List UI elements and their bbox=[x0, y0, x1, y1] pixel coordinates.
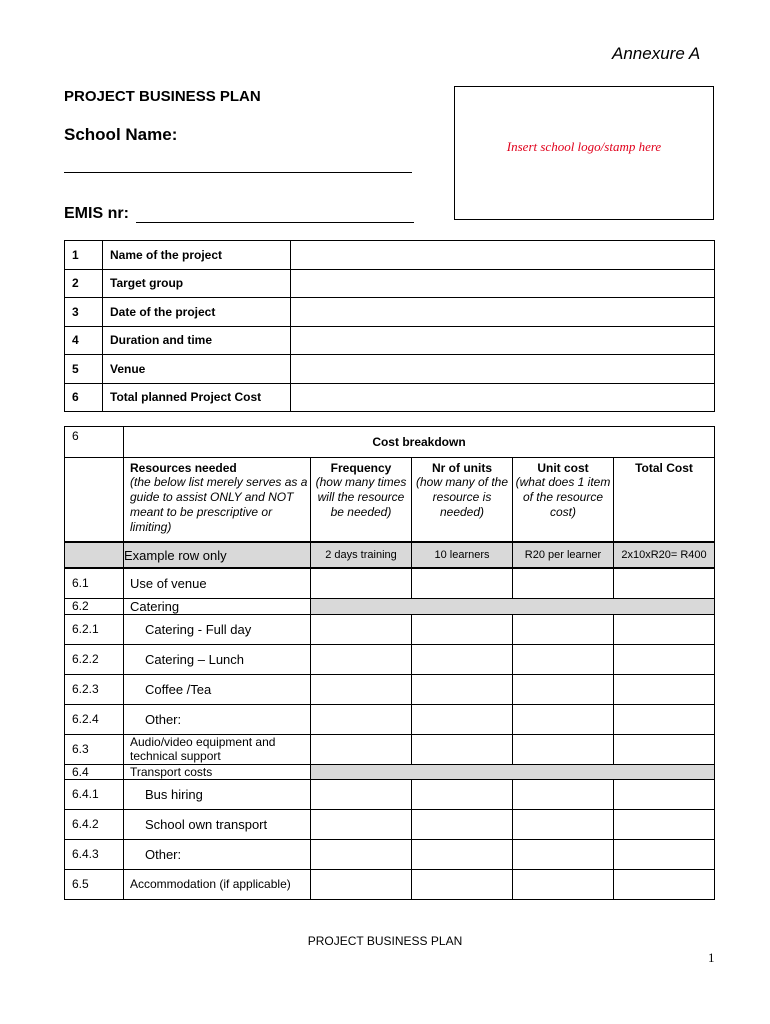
frequency-cell[interactable] bbox=[311, 734, 412, 764]
info-value-cell[interactable] bbox=[291, 326, 715, 355]
info-label: Duration and time bbox=[103, 326, 291, 355]
cost-row bbox=[65, 568, 715, 598]
total-cell[interactable] bbox=[614, 734, 715, 764]
cost-header-row bbox=[65, 458, 715, 543]
info-row bbox=[65, 326, 715, 355]
info-num: 5 bbox=[65, 355, 103, 384]
header-units: Nr of units (how many of the resource is needed) bbox=[412, 458, 513, 543]
cost-row-label: Accommodation (if applicable) bbox=[124, 869, 311, 899]
frequency-cell[interactable] bbox=[311, 704, 412, 734]
units-cell[interactable] bbox=[412, 704, 513, 734]
total-cell[interactable] bbox=[614, 644, 715, 674]
cost-row-num: 6.3 bbox=[65, 734, 124, 764]
example-row bbox=[65, 542, 715, 568]
frequency-cell[interactable] bbox=[311, 614, 412, 644]
frequency-cell[interactable] bbox=[311, 839, 412, 869]
info-value-cell[interactable] bbox=[291, 355, 715, 384]
info-label: Total planned Project Cost bbox=[103, 383, 291, 412]
page-footer: PROJECT BUSINESS PLAN bbox=[307, 934, 463, 948]
unit-cost-cell[interactable] bbox=[513, 614, 614, 644]
transport-grey-band bbox=[311, 764, 715, 779]
unit-cost-cell[interactable] bbox=[513, 809, 614, 839]
cost-row bbox=[65, 614, 715, 644]
cost-row-num: 6.4 bbox=[65, 764, 124, 779]
unit-cost-cell[interactable] bbox=[513, 779, 614, 809]
info-label: Target group bbox=[103, 269, 291, 298]
frequency-cell[interactable] bbox=[311, 779, 412, 809]
cost-row-num: 6.2.4 bbox=[65, 704, 124, 734]
cost-row-label: Catering bbox=[124, 598, 311, 614]
cost-row-label: Other: bbox=[124, 704, 311, 734]
cost-row-label: Use of venue bbox=[124, 568, 311, 598]
unit-cost-cell[interactable] bbox=[513, 704, 614, 734]
unit-cost-cell[interactable] bbox=[513, 568, 614, 598]
info-num: 4 bbox=[65, 326, 103, 355]
cost-row bbox=[65, 809, 715, 839]
example-units: 10 learners bbox=[412, 542, 513, 568]
cost-row-label: Other: bbox=[124, 839, 311, 869]
frequency-cell[interactable] bbox=[311, 809, 412, 839]
info-row bbox=[65, 383, 715, 412]
emis-label: EMIS nr: bbox=[64, 205, 129, 222]
cost-breakdown-heading: Cost breakdown bbox=[124, 427, 715, 458]
cost-row bbox=[65, 764, 715, 779]
cost-row-label: School own transport bbox=[124, 809, 311, 839]
cost-row-num: 6.5 bbox=[65, 869, 124, 899]
units-cell[interactable] bbox=[412, 869, 513, 899]
total-cell[interactable] bbox=[614, 704, 715, 734]
cost-section-num: 6 bbox=[65, 427, 124, 458]
cost-row-label: Catering - Full day bbox=[124, 614, 311, 644]
cost-row bbox=[65, 674, 715, 704]
info-label: Venue bbox=[103, 355, 291, 384]
annexure-label: Annexure A bbox=[612, 44, 701, 63]
example-total: 2x10xR20= R400 bbox=[614, 542, 715, 568]
info-row bbox=[65, 298, 715, 327]
unit-cost-cell[interactable] bbox=[513, 644, 614, 674]
header-total-cost: Total Cost bbox=[614, 458, 715, 543]
info-value-cell[interactable] bbox=[291, 383, 715, 412]
units-cell[interactable] bbox=[412, 644, 513, 674]
units-cell[interactable] bbox=[412, 568, 513, 598]
frequency-cell[interactable] bbox=[311, 568, 412, 598]
catering-grey-band bbox=[311, 598, 715, 614]
example-frequency: 2 days training bbox=[311, 542, 412, 568]
logo-placeholder-box bbox=[454, 86, 714, 220]
info-num: 3 bbox=[65, 298, 103, 327]
info-label: Name of the project bbox=[103, 241, 291, 270]
units-cell[interactable] bbox=[412, 734, 513, 764]
info-value-cell[interactable] bbox=[291, 298, 715, 327]
units-cell[interactable] bbox=[412, 674, 513, 704]
cost-row-label: Audio/video equipment and technical support bbox=[124, 734, 311, 764]
units-cell[interactable] bbox=[412, 839, 513, 869]
cost-row-num: 6.2.3 bbox=[65, 674, 124, 704]
frequency-cell[interactable] bbox=[311, 869, 412, 899]
unit-cost-cell[interactable] bbox=[513, 734, 614, 764]
total-cell[interactable] bbox=[614, 614, 715, 644]
cost-row-num: 6.1 bbox=[65, 568, 124, 598]
info-label: Date of the project bbox=[103, 298, 291, 327]
school-name-label: School Name: bbox=[64, 125, 178, 144]
header-unit-cost: Unit cost (what does 1 item of the resource cost) bbox=[513, 458, 614, 543]
units-cell[interactable] bbox=[412, 779, 513, 809]
unit-cost-cell[interactable] bbox=[513, 674, 614, 704]
info-num: 1 bbox=[65, 241, 103, 270]
cost-row-label: Bus hiring bbox=[124, 779, 311, 809]
total-cell[interactable] bbox=[614, 568, 715, 598]
cost-row bbox=[65, 779, 715, 809]
cost-row bbox=[65, 734, 715, 764]
cost-row-label: Transport costs bbox=[124, 764, 311, 779]
cost-row bbox=[65, 644, 715, 674]
cost-row-num: 6.2.2 bbox=[65, 644, 124, 674]
total-cell[interactable] bbox=[614, 674, 715, 704]
cost-row bbox=[65, 869, 715, 899]
info-num: 2 bbox=[65, 269, 103, 298]
frequency-cell[interactable] bbox=[311, 674, 412, 704]
total-cell[interactable] bbox=[614, 779, 715, 809]
cost-row-num: 6.4.1 bbox=[65, 779, 124, 809]
info-num: 6 bbox=[65, 383, 103, 412]
header-frequency: Frequency (how many times will the resource be needed) bbox=[311, 458, 412, 543]
project-info-table bbox=[64, 240, 715, 412]
unit-cost-cell[interactable] bbox=[513, 839, 614, 869]
info-value-cell[interactable] bbox=[291, 269, 715, 298]
unit-cost-cell[interactable] bbox=[513, 869, 614, 899]
cost-row-num: 6.4.3 bbox=[65, 839, 124, 869]
emis-line[interactable] bbox=[136, 222, 414, 223]
info-value-cell[interactable] bbox=[291, 241, 715, 270]
cost-row-label: Coffee /Tea bbox=[124, 674, 311, 704]
cost-row-label: Catering – Lunch bbox=[124, 644, 311, 674]
info-row bbox=[65, 269, 715, 298]
info-row bbox=[65, 355, 715, 384]
example-unit-cost: R20 per learner bbox=[513, 542, 614, 568]
units-cell[interactable] bbox=[412, 614, 513, 644]
document-title: PROJECT BUSINESS PLAN bbox=[64, 88, 261, 105]
cost-row bbox=[65, 704, 715, 734]
cost-row bbox=[65, 598, 715, 614]
cost-breakdown-table bbox=[64, 426, 715, 900]
cost-row-num: 6.4.2 bbox=[65, 809, 124, 839]
cost-row bbox=[65, 839, 715, 869]
school-name-line[interactable] bbox=[64, 172, 412, 173]
logo-placeholder-text: Insert school logo/stamp here bbox=[506, 139, 662, 154]
total-cell[interactable] bbox=[614, 869, 715, 899]
info-row bbox=[65, 241, 715, 270]
frequency-cell[interactable] bbox=[311, 644, 412, 674]
units-cell[interactable] bbox=[412, 809, 513, 839]
example-label: Example row only bbox=[124, 542, 311, 568]
cost-row-num: 6.2.1 bbox=[65, 614, 124, 644]
page-number: 1 bbox=[708, 950, 715, 965]
total-cell[interactable] bbox=[614, 809, 715, 839]
total-cell[interactable] bbox=[614, 839, 715, 869]
header-resources: Resources needed (the below list merely serves as a guide to assist ONLY and NOT meant to be prescriptive or limiting) bbox=[124, 458, 311, 543]
cost-row-num: 6.2 bbox=[65, 598, 124, 614]
